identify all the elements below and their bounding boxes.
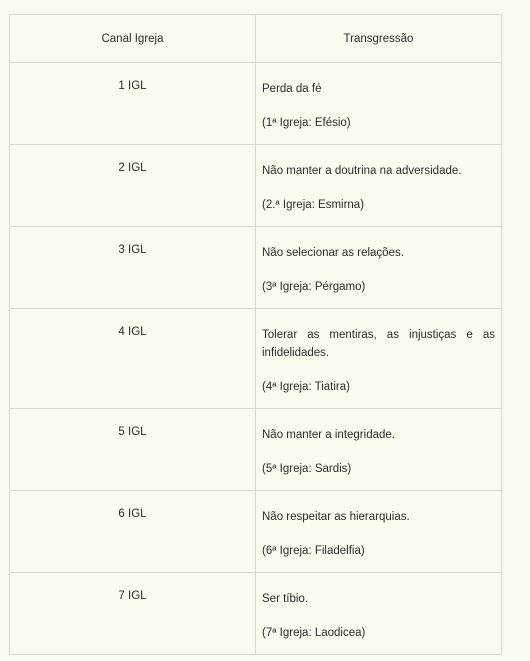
transgression-cell <box>256 491 502 573</box>
canal-cell: 7 IGL <box>10 573 256 655</box>
canal-cell: 6 IGL <box>10 491 256 573</box>
table-row <box>10 227 502 309</box>
table-row <box>10 145 502 227</box>
table-row <box>10 573 502 655</box>
transgression-text: Perda da fé <box>262 83 322 95</box>
canal-cell: 1 IGL <box>10 63 256 145</box>
church-reference: (6ª Igreja: Filadelfia) <box>262 545 365 557</box>
table-row <box>10 63 502 145</box>
church-reference: (5ª Igreja: Sardis) <box>262 463 352 475</box>
church-reference: (7ª Igreja: Laodicea) <box>262 627 366 639</box>
table-row <box>10 409 502 491</box>
transgression-text: Não manter a integridade. <box>262 429 395 441</box>
transgression-cell <box>256 309 502 409</box>
transgression-cell <box>256 227 502 309</box>
transgression-cell <box>256 573 502 655</box>
transgression-text: Ser tíbio. <box>262 593 309 605</box>
canal-cell: 4 IGL <box>10 309 256 409</box>
church-reference: (4ª Igreja: Tiatira) <box>262 381 350 393</box>
transgression-text: Tolerar as mentiras, as injustiças e as infidelidades. <box>262 329 495 359</box>
transgression-cell <box>256 63 502 145</box>
header-transgressao: Transgressão <box>256 15 502 63</box>
transgression-cell <box>256 409 502 491</box>
table-row <box>10 309 502 409</box>
church-reference: (1ª Igreja: Efésio) <box>262 117 351 129</box>
table-header-row <box>10 15 502 63</box>
transgression-text: Não manter a doutrina na adversidade. <box>262 165 462 177</box>
canal-cell: 5 IGL <box>10 409 256 491</box>
church-reference: (3ª Igreja: Pérgamo) <box>262 281 366 293</box>
canal-cell: 3 IGL <box>10 227 256 309</box>
church-reference: (2.ª Igreja: Esmirna) <box>262 199 365 211</box>
transgressions-table <box>9 14 502 655</box>
canal-cell: 2 IGL <box>10 145 256 227</box>
table-row <box>10 491 502 573</box>
header-canal-igreja: Canal Igreja <box>10 15 256 63</box>
transgression-cell <box>256 145 502 227</box>
transgression-text: Não selecionar as relações. <box>262 247 404 259</box>
transgression-text: Não respeitar as hierarquias. <box>262 511 410 523</box>
